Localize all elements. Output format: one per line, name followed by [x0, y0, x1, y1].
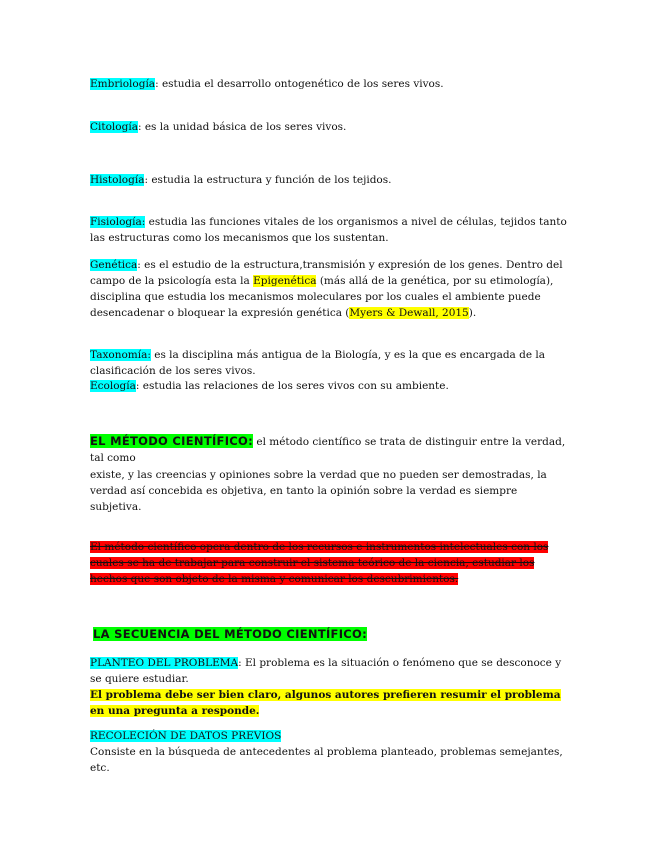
ecologia-paragraph — [90, 378, 570, 394]
genetica-text-1: : es el estudio de la estructura,transmisión y expresión de los genes. Dentro del campo de la psicología esta la — [90, 259, 563, 287]
citation: Myers & Dewall, 2015 — [349, 307, 469, 319]
ecologia-text: : estudia las relaciones de los seres vivos con su ambiente. — [135, 380, 449, 392]
citologia-term: Citología — [90, 121, 138, 133]
taxonomia-term: Taxonomía: — [90, 349, 151, 361]
ecologia-term: Ecología — [90, 380, 136, 392]
secuencia-heading — [93, 626, 573, 643]
embriologia-text: estudia el desarrollo ontogenético de los seres vivos. — [158, 78, 444, 90]
metodo-paragraph — [90, 433, 570, 466]
genetica-term: Genética — [90, 259, 138, 271]
planteo-text: : El problema es la situación o fenómeno que se desconoce y se quiere estudiar. — [90, 657, 562, 685]
recoleccion-term: RECOLECIÓN DE DATOS PREVIOS — [90, 730, 282, 742]
metodo-text-1: el método científico se trata de distinguir entre la verdad, tal como — [90, 436, 566, 464]
fisiologia-paragraph — [90, 214, 570, 246]
histologia-paragraph — [90, 172, 570, 188]
genetica-text-2: (más allá de la genética, por su etimología), disciplina que estudia los mecanismos moleculares por los cuales el ambiente puede desencadenar o bloquear la expresión genética ( — [90, 275, 554, 319]
metodo-paragraph-2 — [90, 467, 570, 515]
recoleccion-text: Consiste en la búsqueda de antecedentes al problema planteado, problemas semejantes, etc. — [90, 746, 563, 774]
citologia-paragraph — [90, 119, 570, 135]
red-highlight-text: El método científico opera dentro de los recursos e instrumentos intelectuales con los cuales se ha de trabajar para construir el sistema teórico de la ciencia, estudiar los hechos que son objeto de la misma y comunicar los descubrimientos. — [90, 541, 549, 585]
recoleccion-paragraph — [90, 728, 570, 776]
metodo-text-2: existe, y las creencias y opiniones sobre la verdad que no pueden ser demostradas, la verdad así concebida es objetiva, en tanto la opinión sobre la verdad es siempre subjetiva. — [90, 469, 547, 513]
genetica-text-3: ). — [468, 307, 477, 319]
taxonomia-paragraph — [90, 347, 570, 379]
histologia-text: : estudia la estructura y función de los tejidos. — [144, 174, 392, 186]
planteo-paragraph — [90, 655, 570, 719]
taxonomia-text: es la disciplina más antigua de la Biología, y es la que es encargada de la clasificación de los seres vivos. — [90, 349, 546, 377]
epigenetica-term: Epigenética — [253, 275, 317, 287]
citologia-text: : es la unidad básica de los seres vivos. — [137, 121, 347, 133]
histologia-term: Histología — [90, 174, 145, 186]
planteo-highlight: El problema debe ser bien claro, algunos autores prefieren resumir el problema en una pregunta a responde. — [90, 689, 561, 717]
fisiologia-text: estudia las funciones vitales de los organismos a nivel de células, tejidos tanto las estructuras como los mecanismos que los sustentan. — [90, 216, 567, 244]
genetica-paragraph — [90, 257, 570, 321]
embriologia-term: Embriología — [90, 78, 156, 90]
metodo-title: EL MÉTODO CIENTÍFICO: — [90, 434, 254, 448]
embriologia-sep: : — [155, 78, 159, 90]
red-paragraph — [90, 539, 570, 587]
secuencia-title: LA SECUENCIA DEL MÉTODO CIENTÍFICO: — [93, 627, 368, 641]
fisiologia-term: Fisiología: — [90, 216, 146, 228]
embriologia-paragraph — [90, 76, 570, 92]
planteo-term: PLANTEO DEL PROBLEMA — [90, 657, 239, 669]
